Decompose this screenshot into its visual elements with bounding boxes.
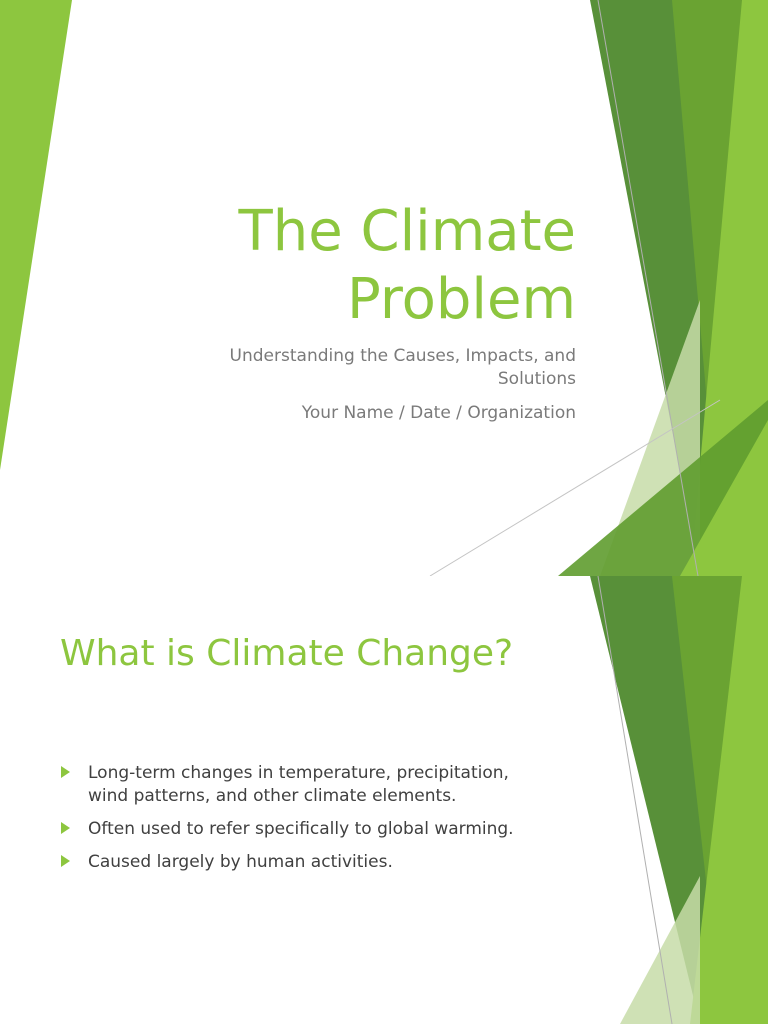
- title-line-2: Problem: [347, 267, 576, 332]
- bullet-text-line-2: wind patterns, and other climate elements.: [88, 786, 457, 806]
- title-line-1: The Climate: [238, 199, 576, 264]
- list-item: [60, 818, 600, 841]
- triangle-bullet-icon: [61, 766, 70, 778]
- list-item: [60, 762, 600, 808]
- left-green-sliver: [0, 0, 72, 470]
- triangle-bullet-icon: [61, 822, 70, 834]
- triangle-bullet-icon: [61, 855, 70, 867]
- bullet-text-line-1: Long-term changes in temperature, precipitation,: [88, 763, 509, 783]
- content-slide: [0, 576, 768, 1024]
- slide-heading: What is Climate Change?: [60, 633, 514, 674]
- bullet-text: Often used to refer specifically to global warming.: [88, 819, 514, 839]
- subtitle-line-1: Understanding the Causes, Impacts, and: [229, 346, 576, 366]
- slide-subtitle: [156, 345, 576, 391]
- subtitle-line-2: Solutions: [497, 369, 576, 389]
- bullet-text: Caused largely by human activities.: [88, 852, 393, 872]
- slide-title: [96, 198, 576, 334]
- bullet-list: [60, 762, 600, 884]
- list-item: [60, 851, 600, 874]
- author-line: Your Name / Date / Organization: [301, 403, 576, 423]
